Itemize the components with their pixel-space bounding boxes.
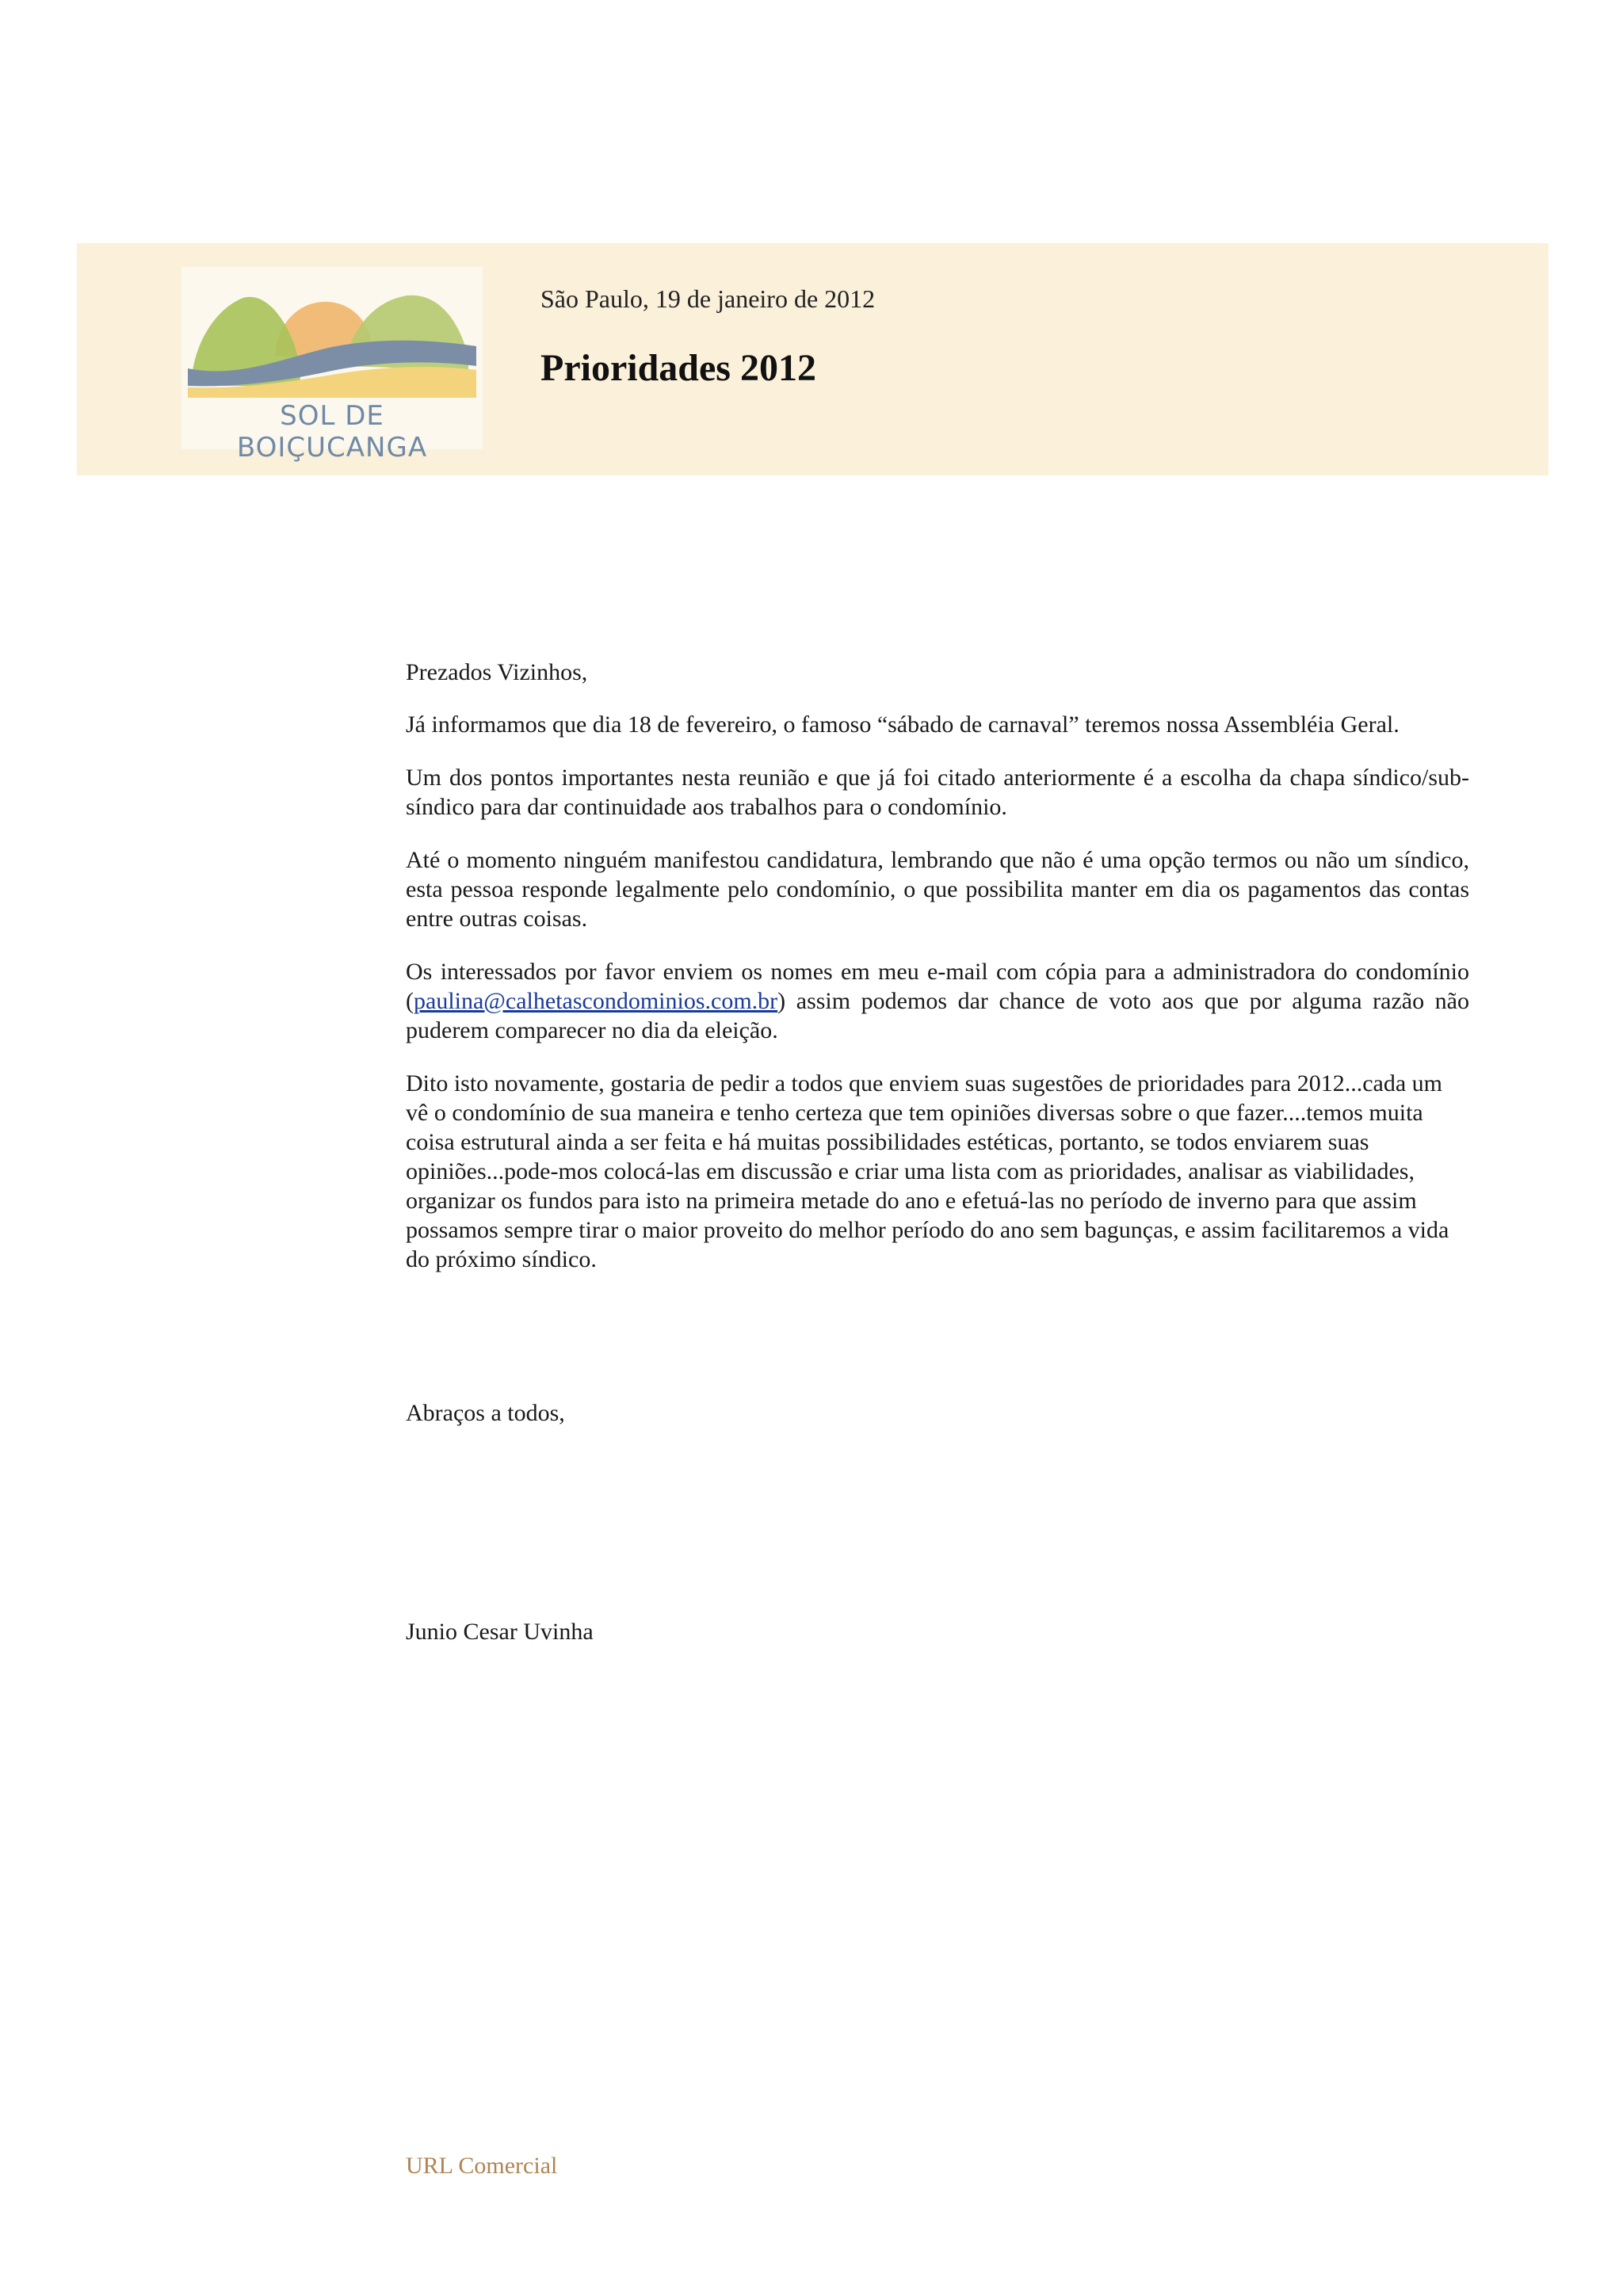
paragraph-email-before: Os interessados por favor enviem os nomes em meu e-mail com cópia para a administradora do condomínio ( (406, 959, 1469, 1014)
signature-name: Junio Cesar Uvinha (406, 1619, 594, 1645)
paragraph-candidacy: Até o momento ninguém manifestou candidatura, lembrando que não é uma opção termos ou não um síndico, esta pessoa responde legalmente pelo condomínio, o que possibilita manter em dia os pagamentos das contas entre outras coisas. (406, 847, 1469, 932)
logo (181, 267, 483, 463)
email-link[interactable]: paulina@calhetascondominios.com.br (414, 988, 778, 1014)
logo-text: SOL DE BOIÇUCANGA (236, 400, 428, 463)
letter-body (406, 658, 1469, 1298)
paragraph-email-after: ) assim podemos dar chance de voto aos que por alguma razão não puderem comparecer no dia da eleição. (406, 988, 1469, 1043)
letter-date: São Paulo, 19 de janeiro de 2012 (540, 284, 876, 313)
greeting: Prezados Vizinhos, (406, 659, 588, 685)
paragraph-email (406, 957, 1469, 1045)
letterhead-band (77, 243, 1549, 475)
footer-url-label: URL Comercial (406, 2153, 558, 2179)
paragraph-assembly: Já informamos que dia 18 de fevereiro, o famoso “sábado de carnaval” teremos nossa Assembléia Geral. (406, 711, 1400, 738)
paragraph-election: Um dos pontos importantes nesta reunião e que já foi citado anteriormente é a escolha da chapa síndico/sub-síndico para dar continuidade aos trabalhos para o condomínio. (406, 765, 1469, 820)
paragraph-priorities: Dito isto novamente, gostaria de pedir a todos que enviem suas sugestões de prioridades para 2012...cada um vê o condomínio de sua maneira e tenho certeza que tem opiniões diversas sobre o que fazer....temos muita coisa estrutural ainda a ser feita e há muitas possibilidades estéticas, portanto, se todos enviarem suas opiniões...pode-mos colocá-las em discussão e criar uma lista com as prioridades, analisar as viabilidades, organizar os fundos para isto na primeira metade do ano e efetuá-las no período de inverno para que assim possamos sempre tirar o maior proveito do melhor período do ano sem bagunças, e assim facilitaremos a vida do próximo síndico. (406, 1070, 1449, 1272)
page-title: Prioridades 2012 (540, 347, 816, 389)
closing: Abraços a todos, (406, 1400, 565, 1426)
logo-landscape-icon (181, 267, 483, 402)
